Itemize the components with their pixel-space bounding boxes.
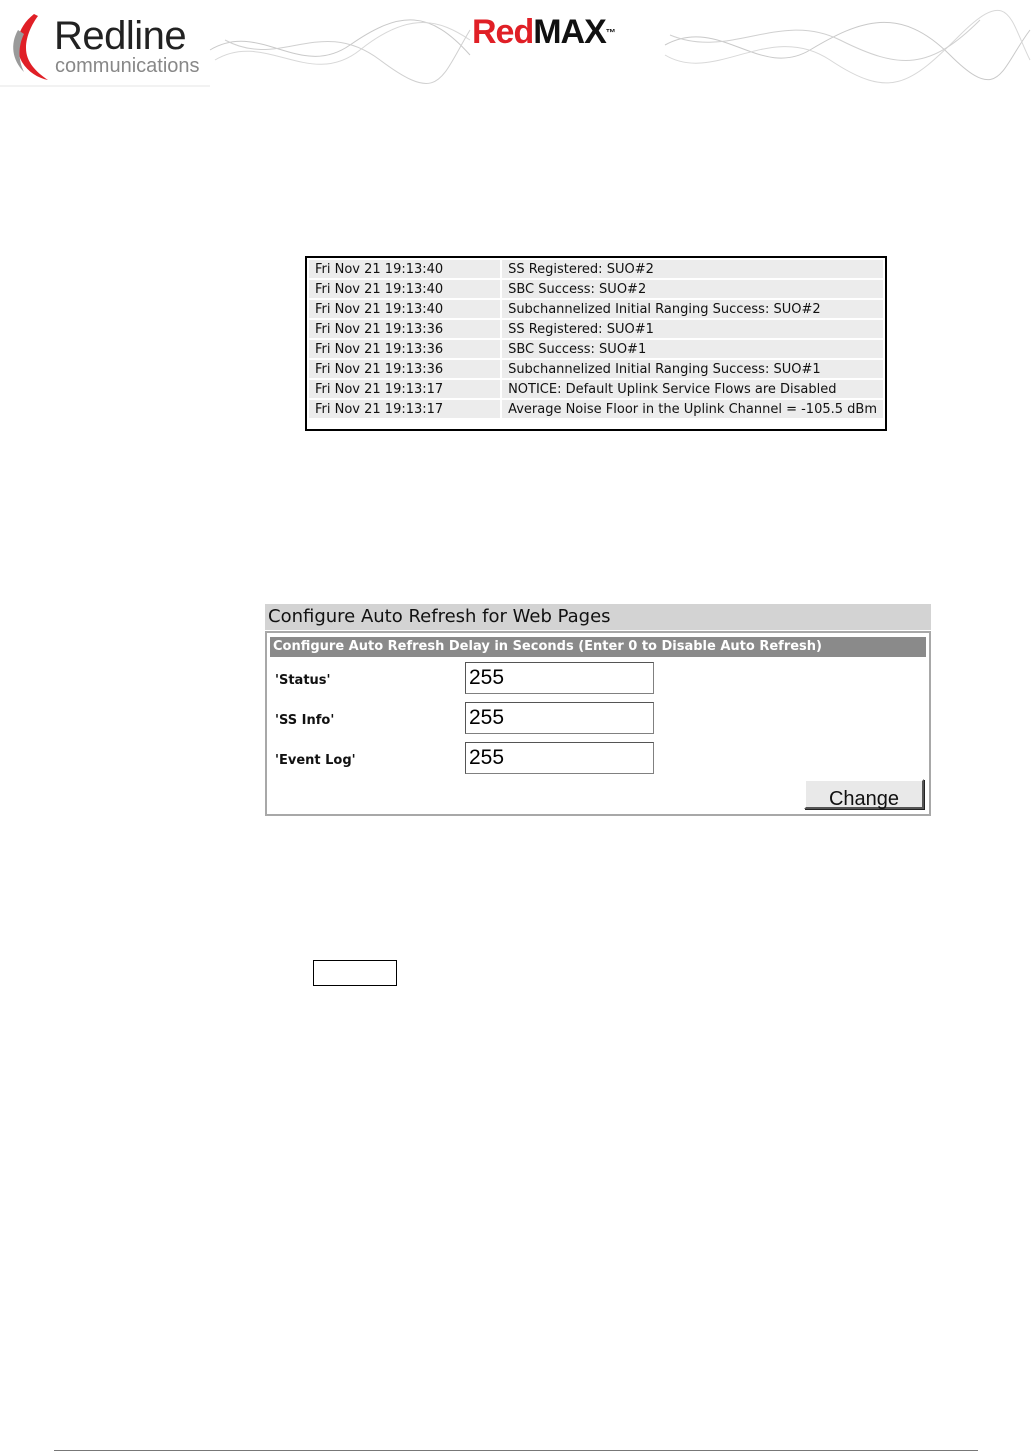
- event-message: NOTICE: Default Uplink Service Flows are Disabled: [502, 380, 883, 398]
- event-log-refresh-input[interactable]: [465, 742, 654, 774]
- form-subheading: Configure Auto Refresh Delay in Seconds (Enter 0 to Disable Auto Refresh): [270, 637, 926, 657]
- event-message: SS Registered: SUO#2: [502, 260, 883, 278]
- status-label: 'Status': [275, 673, 331, 688]
- table-row: [309, 320, 883, 338]
- event-time: Fri Nov 21 19:13:17: [309, 380, 500, 398]
- event-message: Subchannelized Initial Ranging Success: SUO#2: [502, 300, 883, 318]
- page-header: [0, 0, 1033, 92]
- redmax-logo: [472, 14, 615, 50]
- auto-refresh-panel: [265, 604, 931, 816]
- event-time: Fri Nov 21 19:13:40: [309, 300, 500, 318]
- event-time: Fri Nov 21 19:13:40: [309, 280, 500, 298]
- table-row: [309, 400, 883, 418]
- table-row: [309, 260, 883, 278]
- event-time: Fri Nov 21 19:13:17: [309, 400, 500, 418]
- table-row: [309, 360, 883, 378]
- empty-box: [313, 960, 397, 986]
- table-row: [309, 300, 883, 318]
- event-message: SS Registered: SUO#1: [502, 320, 883, 338]
- event-time: Fri Nov 21 19:13:40: [309, 260, 500, 278]
- event-time: Fri Nov 21 19:13:36: [309, 320, 500, 338]
- event-time: Fri Nov 21 19:13:36: [309, 340, 500, 358]
- redline-swoosh-icon: [8, 10, 52, 82]
- table-row: [309, 280, 883, 298]
- redline-subtitle: communications: [55, 55, 200, 77]
- panel-title: Configure Auto Refresh for Web Pages: [265, 604, 931, 630]
- redmax-dark-text: MAX: [533, 13, 606, 51]
- trademark-symbol: ™: [605, 28, 615, 39]
- event-time: Fri Nov 21 19:13:36: [309, 360, 500, 378]
- auto-refresh-form: [265, 631, 931, 816]
- event-message: SBC Success: SUO#1: [502, 340, 883, 358]
- change-button[interactable]: Change: [804, 779, 924, 809]
- ss-info-refresh-input[interactable]: [465, 702, 654, 734]
- event-log-label: 'Event Log': [275, 753, 356, 768]
- event-message: Average Noise Floor in the Uplink Channel = -105.5 dBm: [502, 400, 883, 418]
- ss-info-label: 'SS Info': [275, 713, 335, 728]
- event-message: SBC Success: SUO#2: [502, 280, 883, 298]
- redmax-red-text: Red: [472, 13, 534, 51]
- status-refresh-input[interactable]: [465, 662, 654, 694]
- table-row: [309, 380, 883, 398]
- event-message: Subchannelized Initial Ranging Success: SUO#1: [502, 360, 883, 378]
- redline-logo: [6, 8, 211, 86]
- footer-divider: [54, 1450, 978, 1451]
- table-row: [309, 340, 883, 358]
- event-log-table: [305, 256, 887, 431]
- redline-wordmark: Redline: [54, 14, 187, 58]
